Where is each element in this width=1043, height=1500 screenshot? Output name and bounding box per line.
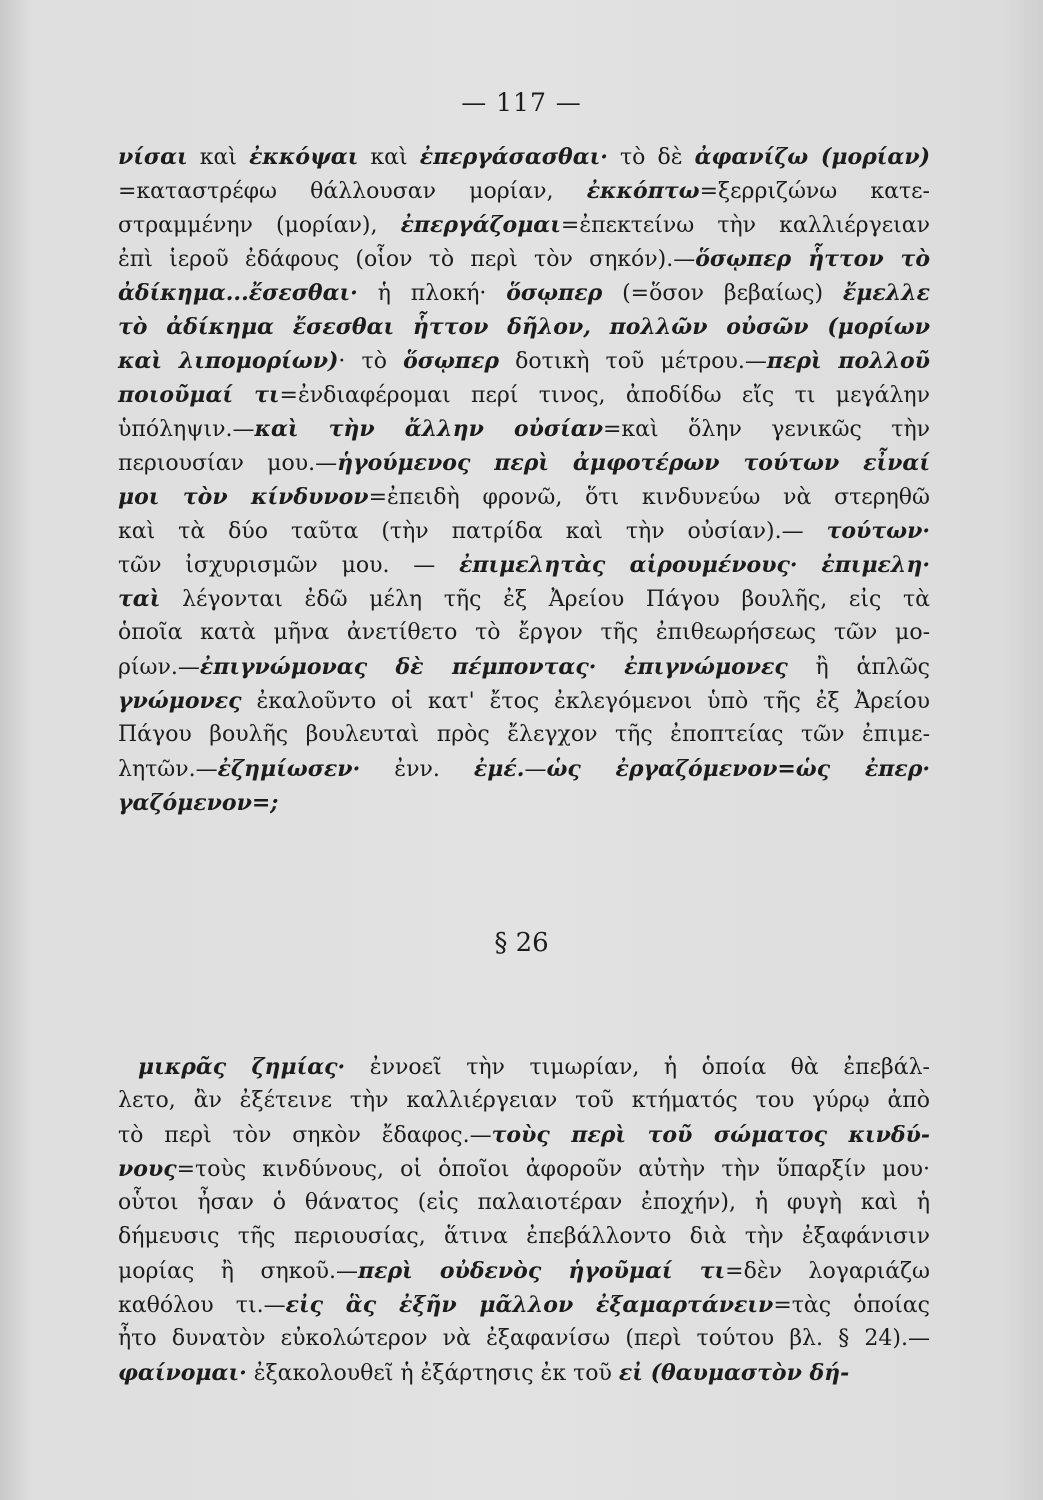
text-line xyxy=(118,1152,930,1186)
gloss-text: =τοὺς κινδύνους, οἱ ὁποῖοι ἀφοροῦν αὐτὴν τὴν ὕπαρξίν μου· xyxy=(176,1157,930,1182)
text-line xyxy=(118,548,930,582)
lemma-term: μοι τὸν κίνδυνον xyxy=(118,484,369,510)
gloss-text: Πάγου βουλῆς βουλευταὶ πρὸς ἔλεγχον τῆς ἐποπτείας τῶν ἐπιμε- xyxy=(118,722,930,747)
gloss-text: =ἐπειδὴ φρονῶ, ὅτι κινδυνεύω νὰ στερηθῶ xyxy=(368,485,930,510)
gloss-text: ἡ πλοκή· xyxy=(357,281,507,306)
gloss-text: τὸ περὶ τὸν σηκὸν ἔδαφος.— xyxy=(118,1123,492,1148)
gloss-text: =ξερριζώνω κατε- xyxy=(699,179,930,204)
lemma-term: νίσαι xyxy=(118,144,188,170)
text-line xyxy=(118,1118,930,1152)
text-line xyxy=(118,1084,930,1118)
lemma-term: ἐκκόπτω xyxy=(586,178,700,204)
text-line xyxy=(118,480,930,514)
text-line xyxy=(118,718,930,752)
lemma-term: ἐπιγνώμονες xyxy=(624,654,788,680)
lemma-term: εἰς ἃς ἐξῆν μᾶλλον ἐξαμαρτάνειν xyxy=(285,1292,774,1318)
section-heading: § 26 xyxy=(494,928,549,958)
gloss-text: ἐννοεῖ τὴν τιμωρίαν, ἡ ὁποία θὰ ἐπεβάλ- xyxy=(345,1055,930,1080)
text-line xyxy=(118,1356,930,1390)
text-line xyxy=(118,310,930,344)
lemma-term: γνώμονες xyxy=(118,688,242,714)
text-line xyxy=(118,1288,930,1322)
lemma-term: καὶ τὴν ἄλλην οὐσίαν xyxy=(254,416,603,442)
text-line xyxy=(118,140,930,174)
lemma-term: ἐμέ. xyxy=(473,756,525,782)
lemma-term: τὸ ἀδίκημα ἔσεσθαι ἧττον δῆλον, πολλῶν οὐσῶν (μορίων xyxy=(118,314,930,340)
gloss-text: =ἐνδιαφέρομαι περί τινος, ἀποδίδω εἴς τι μεγάλην xyxy=(279,383,930,408)
text-line xyxy=(118,1220,930,1254)
lemma-term: ὅσῳπερ xyxy=(403,348,500,374)
lemma-term: τοὺς περὶ τοῦ σώματος κινδύ- xyxy=(491,1122,930,1148)
gloss-text: τὸ δὲ xyxy=(607,145,695,170)
gloss-text: =δὲν λογαριάζω xyxy=(725,1259,930,1284)
lemma-term: ἡγούμενος περὶ ἀμφοτέρων τούτων εἶναί xyxy=(337,450,931,476)
lemma-term: ἐπιμελητὰς αἱρουμένους· xyxy=(459,552,798,578)
gloss-text: ἦτο δυνατὸν εὐκολώτερον νὰ ἐξαφανίσω (περὶ τούτου βλ. § 24).— xyxy=(118,1326,930,1351)
page-number: — 117 — xyxy=(461,88,582,117)
text-line xyxy=(118,752,930,786)
gloss-text: — xyxy=(524,757,547,782)
lemma-term: ἐπεργάζομαι xyxy=(400,212,561,238)
gloss-text: μορίας ἢ σηκοῦ.— xyxy=(118,1259,359,1284)
lemma-term: περὶ οὐδενὸς ἡγοῦμαί τι xyxy=(358,1258,726,1284)
lemma-term: ἐπιγνώμονας δὲ πέμποντας· xyxy=(199,654,597,680)
lemma-term: τούτων· xyxy=(826,518,930,544)
gloss-text: καὶ xyxy=(358,145,420,170)
text-line xyxy=(118,1050,930,1084)
lemma-term: εἰ (θαυμαστὸν δή- xyxy=(618,1360,850,1386)
lemma-term: γαζόμενον=; xyxy=(118,790,279,816)
lemma-term: ὅσῳπερ ἧττον τὸ xyxy=(695,246,930,272)
lemma-term: νους xyxy=(118,1156,177,1182)
gloss-text: (=ὅσον βεβαίως) xyxy=(602,281,843,306)
lemma-term: μικρᾶς ζημίας· xyxy=(138,1054,346,1080)
lemma-term: ἔμελλε xyxy=(842,280,930,306)
gloss-text: ἐνν. xyxy=(360,757,474,782)
commentary-block-1 xyxy=(118,140,930,820)
commentary-block-2 xyxy=(118,1050,930,1390)
gloss-text: καὶ xyxy=(187,145,250,170)
text-line xyxy=(118,514,930,548)
gloss-text: οὗτοι ἦσαν ὁ θάνατος (εἰς παλαιοτέραν ἐποχήν), ἡ φυγὴ καὶ ἡ xyxy=(118,1190,930,1215)
gloss-text: καὶ τὰ δύο ταῦτα (τὴν πατρίδα καὶ τὴν οὐσίαν).— xyxy=(118,519,827,544)
gloss-text: ὁποῖα κατὰ μῆνα ἀνετίθετο τὸ ἔργον τῆς ἐπιθεωρήσεως τῶν μο- xyxy=(118,620,930,645)
lemma-term: περὶ πολλοῦ xyxy=(766,348,930,374)
gloss-text xyxy=(596,655,624,680)
text-line xyxy=(118,446,930,480)
gloss-text: =καὶ ὅλην γενικῶς τὴν xyxy=(602,417,930,442)
text-line xyxy=(118,684,930,718)
text-line xyxy=(118,582,930,616)
gloss-text: λετο, ἂν ἐξέτεινε τὴν καλλιέργειαν τοῦ κτήματός του γύρῳ ἀπὸ xyxy=(118,1088,930,1113)
gloss-text: τῶν ἰσχυρισμῶν μου. — xyxy=(118,553,460,578)
lemma-term: ἐπιμελη· xyxy=(821,552,931,578)
gloss-text: ἐκαλοῦντο οἱ κατ' ἔτος ἐκλεγόμενοι ὑπὸ τῆς ἐξ Ἀρείου xyxy=(241,689,930,714)
text-line xyxy=(118,786,930,820)
gloss-text: λητῶν.— xyxy=(118,757,218,782)
text-line xyxy=(118,616,930,650)
text-line xyxy=(118,1322,930,1356)
text-line xyxy=(118,1254,930,1288)
gloss-text xyxy=(798,553,822,578)
lemma-term: ἐζημίωσεν· xyxy=(217,756,361,782)
lemma-term: ἀφανίζω (μορίαν) xyxy=(694,144,930,170)
gloss-text: καθόλου τι.— xyxy=(118,1293,286,1318)
text-line xyxy=(118,208,930,242)
gloss-text: ἢ ἁπλῶς xyxy=(787,655,931,680)
gloss-text: στραμμένην (μορίαν), xyxy=(118,213,401,238)
text-line xyxy=(118,378,930,412)
lemma-term: φαίνομαι· xyxy=(118,1360,247,1386)
lemma-term: ἐπεργάσασθαι· xyxy=(419,144,608,170)
gloss-text: =καταστρέφω θάλλουσαν μορίαν, xyxy=(118,179,587,204)
lemma-term: ὡς ἐργαζόμενον=ὡς ἐπερ· xyxy=(546,756,930,782)
gloss-text: δοτικὴ τοῦ μέτρου.— xyxy=(499,349,767,374)
text-line xyxy=(118,1186,930,1220)
lemma-term: ταὶ xyxy=(118,586,161,612)
gloss-text: ρίων.— xyxy=(118,655,200,680)
text-line xyxy=(118,242,930,276)
lemma-term: ποιοῦμαί τι xyxy=(118,382,280,408)
lemma-term: καὶ λιπομορίων) xyxy=(118,348,339,374)
gloss-text: δήμευσις τῆς περιουσίας, ἅτινα ἐπεβάλλοντο διὰ τὴν ἐξαφάνισιν xyxy=(118,1224,930,1249)
lemma-term: ὅσῳπερ xyxy=(506,280,603,306)
lemma-term: ἐκκόψαι xyxy=(249,144,359,170)
text-line xyxy=(118,650,930,684)
gloss-text: =ἐπεκτείνω τὴν καλλιέργειαν xyxy=(560,213,930,238)
gloss-text: ἐξακολουθεῖ ἡ ἐξάρτησις ἐκ τοῦ xyxy=(246,1361,619,1386)
gloss-text: περιουσίαν μου.— xyxy=(118,451,338,476)
gloss-text: ὑπόληψιν.— xyxy=(118,417,255,442)
text-line xyxy=(118,174,930,208)
text-line xyxy=(118,412,930,446)
lemma-term: ἀδίκημα...ἔσεσθαι· xyxy=(118,280,358,306)
gloss-text: ἐπὶ ἱεροῦ ἐδάφους (οἷον τὸ περὶ τὸν σηκόν).— xyxy=(118,247,696,272)
text-line xyxy=(118,344,930,378)
text-line xyxy=(118,276,930,310)
gloss-text: λέγονται ἐδῶ μέλη τῆς ἐξ Ἀρείου Πάγου βουλῆς, εἰς τὰ xyxy=(160,587,930,612)
gloss-text: · τὸ xyxy=(338,349,404,374)
gloss-text: =τὰς ὁποίας xyxy=(773,1293,930,1318)
